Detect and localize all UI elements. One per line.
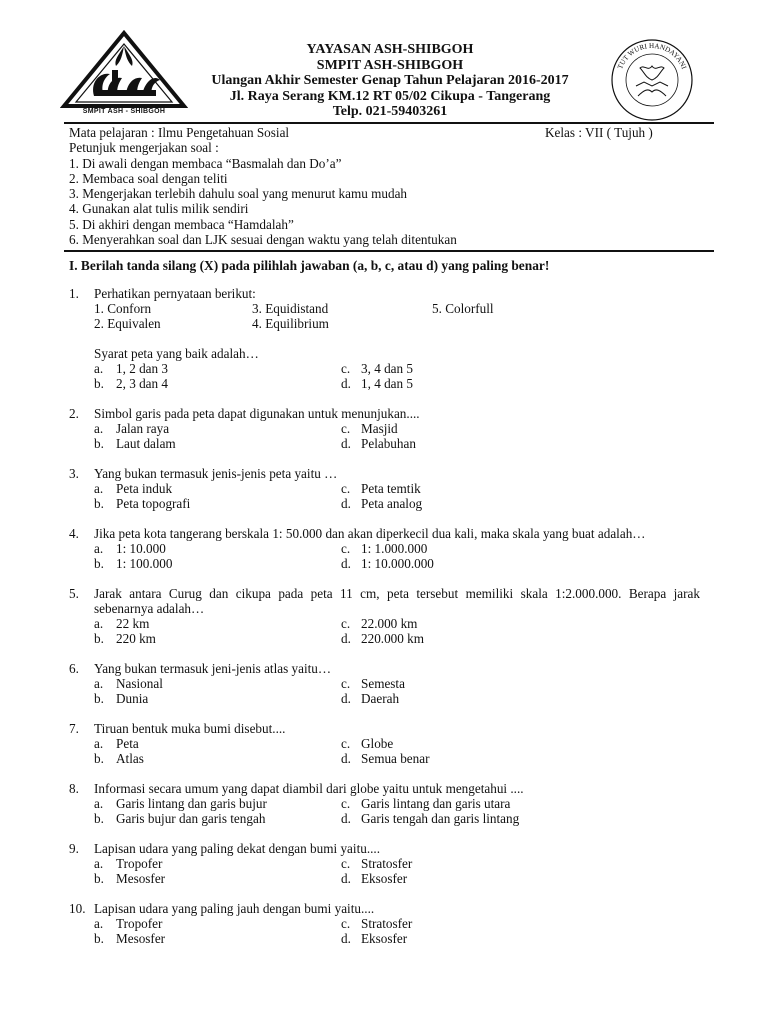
question-text: Yang bukan termasuk jenis-jenis peta yaitu …	[94, 466, 338, 481]
option-a[interactable]: a. Tropofer	[94, 916, 163, 931]
statement-item: 1. Conforn	[94, 301, 152, 316]
question-5	[69, 586, 700, 646]
seal-icon	[600, 34, 704, 122]
option-d[interactable]: d. 1: 10.000.000	[341, 556, 434, 571]
question-text: Yang bukan termasuk jeni-jenis atlas yaitu…	[94, 661, 332, 676]
school-phone: Telp. 021-59403261	[332, 104, 448, 119]
option-a[interactable]: a. Peta induk	[94, 481, 173, 496]
instruction-item: 6. Menyerahkan soal dan LJK sesuai dengan waktu yang telah ditentukan	[69, 232, 457, 248]
option-d[interactable]: d. Eksosfer	[341, 871, 408, 886]
option-d[interactable]: d. Pelabuhan	[341, 436, 416, 451]
school-logo-icon	[60, 30, 188, 110]
question-stem	[69, 286, 700, 301]
question-number: 7.	[69, 721, 79, 736]
question-number: 3.	[69, 466, 79, 481]
school-name: SMPIT ASH-SHIBGOH	[316, 57, 464, 73]
instruction-item: 4. Gunakan alat tulis milik sendiri	[69, 201, 249, 217]
option-c[interactable]: c. 3, 4 dan 5	[341, 361, 414, 376]
option-c[interactable]: c. Peta temtik	[341, 481, 421, 496]
question-text: Simbol garis pada peta dapat digunakan untuk menunjukan....	[94, 406, 420, 421]
option-a[interactable]: a. Jalan raya	[94, 421, 170, 436]
grade-label: Kelas : VII ( Tujuh )	[545, 125, 653, 140]
subject-row	[69, 125, 709, 140]
option-b[interactable]: b. 220 km	[94, 631, 156, 646]
question-1	[69, 286, 700, 391]
tut-wuri-handayani-seal	[600, 34, 704, 122]
option-b[interactable]: b. Peta topografi	[94, 496, 191, 511]
header-divider	[64, 122, 714, 124]
statement-item: 3. Equidistand	[252, 301, 329, 316]
question-2	[69, 406, 700, 451]
option-c[interactable]: c. 22.000 km	[341, 616, 418, 631]
option-d[interactable]: d. 220.000 km	[341, 631, 425, 646]
option-a[interactable]: a. Peta	[94, 736, 139, 751]
question-number: 5.	[69, 586, 79, 601]
question-8	[69, 781, 700, 826]
option-a[interactable]: a. Tropofer	[94, 856, 163, 871]
question-text: Jika peta kota tangerang berskala 1: 50.000 dan akan diperkecil dua kali, maka skala yang buat adalah…	[94, 526, 646, 541]
question-number: 4.	[69, 526, 79, 541]
option-d[interactable]: d. 1, 4 dan 5	[341, 376, 414, 391]
statement-item: 5. Colorfull	[432, 301, 494, 316]
question-prompt	[69, 346, 700, 361]
question-text: Lapisan udara yang paling jauh dengan bumi yaitu....	[94, 901, 375, 916]
logo-caption: SMPIT ASH - SHIBGOH	[82, 108, 166, 115]
question-list	[69, 286, 700, 961]
question-prompt-text: Syarat peta yang baik adalah…	[94, 346, 259, 361]
statement-row	[69, 301, 700, 316]
question-text: Jarak antara Curug dan cikupa pada peta 11 cm, peta tersebut memiliki skala 1:2.000.000. Berapa jarak sebenarnya adalah…	[94, 586, 700, 616]
option-c[interactable]: c. Garis lintang dan garis utara	[341, 796, 511, 811]
seal-text: TUT WURI HANDAYANI	[616, 41, 688, 71]
option-a[interactable]: a. 1, 2 dan 3	[94, 361, 169, 376]
option-a[interactable]: a. Garis lintang dan garis bujur	[94, 796, 267, 811]
option-b[interactable]: b. Laut dalam	[94, 436, 176, 451]
question-9	[69, 841, 700, 886]
question-text: Lapisan udara yang paling dekat dengan bumi yaitu....	[94, 841, 381, 856]
option-b[interactable]: b. Mesosfer	[94, 931, 166, 946]
option-a[interactable]: a. Nasional	[94, 676, 163, 691]
option-c[interactable]: c. Masjid	[341, 421, 398, 436]
option-d[interactable]: d. Daerah	[341, 691, 400, 706]
info-divider	[64, 250, 714, 252]
question-3	[69, 466, 700, 511]
option-row	[69, 376, 700, 391]
option-d[interactable]: d. Peta analog	[341, 496, 423, 511]
statement-item: 4. Equilibrium	[252, 316, 329, 331]
option-d[interactable]: d. Garis tengah dan garis lintang	[341, 811, 520, 826]
instruction-item: 1. Di awali dengan membaca “Basmalah dan Do’a”	[69, 155, 342, 171]
question-6	[69, 661, 700, 706]
school-address: Jl. Raya Serang KM.12 RT 05/02 Cikupa - Tangerang	[229, 88, 551, 104]
instruction-item: 3. Mengerjakan terlebih dahulu soal yang menurut kamu mudah	[69, 186, 408, 202]
option-c[interactable]: c. Globe	[341, 736, 394, 751]
question-text: Informasi secara umum yang dapat diambil dari globe yaitu untuk mengetahui ....	[94, 781, 524, 796]
question-text: Tiruan bentuk muka bumi disebut....	[94, 721, 286, 736]
option-row	[69, 361, 700, 376]
exam-title: Ulangan Akhir Semester Genap Tahun Pelajaran 2016-2017	[211, 73, 569, 88]
option-c[interactable]: c. Stratosfer	[341, 856, 413, 871]
letterhead	[180, 42, 600, 120]
instructions-list	[69, 156, 709, 248]
question-number: 10.	[69, 901, 86, 916]
subject-label: Mata pelajaran : Ilmu Pengetahuan Sosial	[69, 125, 290, 140]
statement-row	[69, 316, 700, 331]
foundation-name: YAYASAN ASH-SHIBGOH	[306, 42, 474, 57]
question-7	[69, 721, 700, 766]
option-b[interactable]: b. Mesosfer	[94, 871, 166, 886]
option-b[interactable]: b. 2, 3 dan 4	[94, 376, 169, 391]
question-10	[69, 901, 700, 946]
option-c[interactable]: c. 1: 1.000.000	[341, 541, 428, 556]
instructions-title: Petunjuk mengerjakan soal :	[69, 140, 219, 156]
statement-item: 2. Equivalen	[94, 316, 161, 331]
option-b[interactable]: b. Dunia	[94, 691, 149, 706]
question-number: 1.	[69, 286, 79, 301]
question-number: 8.	[69, 781, 79, 796]
option-c[interactable]: c. Semesta	[341, 676, 405, 691]
option-b[interactable]: b. Garis bujur dan garis tengah	[94, 811, 266, 826]
question-text: Perhatikan pernyataan berikut:	[94, 286, 256, 301]
option-b[interactable]: b. Atlas	[94, 751, 144, 766]
option-b[interactable]: b. 1: 100.000	[94, 556, 173, 571]
question-number: 9.	[69, 841, 79, 856]
school-logo	[60, 30, 188, 122]
section-title: I. Berilah tanda silang (X) pada pilihlah jawaban (a, b, c, atau d) yang paling benar!	[69, 258, 550, 273]
exam-info	[69, 125, 709, 247]
question-number: 6.	[69, 661, 79, 676]
instruction-item: 5. Di akhiri dengan membaca “Hamdalah”	[69, 216, 294, 232]
option-d[interactable]: d. Eksosfer	[341, 931, 408, 946]
option-c[interactable]: c. Stratosfer	[341, 916, 413, 931]
question-4	[69, 526, 700, 571]
instruction-item: 2. Membaca soal dengan teliti	[69, 170, 228, 186]
question-number: 2.	[69, 406, 79, 421]
option-a[interactable]: a. 22 km	[94, 616, 150, 631]
option-d[interactable]: d. Semua benar	[341, 751, 430, 766]
option-a[interactable]: a. 1: 10.000	[94, 541, 166, 556]
